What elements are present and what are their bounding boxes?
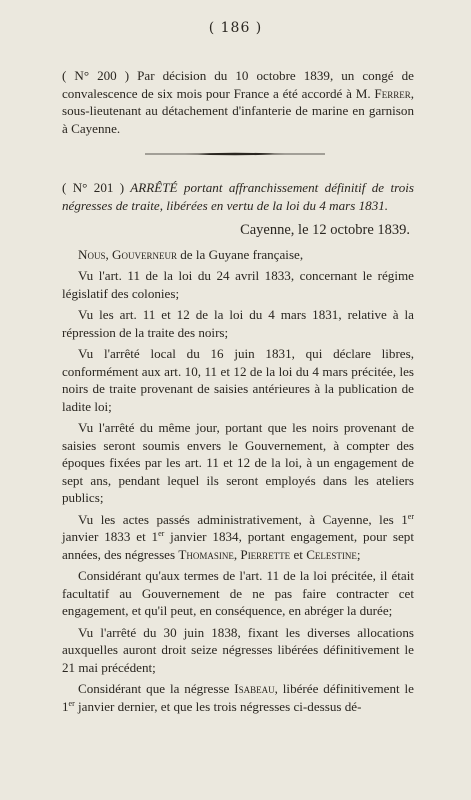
notice-200 xyxy=(62,67,414,141)
notice-201 xyxy=(62,179,414,719)
paragraph-vu-art-11-12: Vu les art. 11 et 12 de la loi du 4 mars 1831, relative à la répression de la traite des noirs; xyxy=(62,307,414,340)
paragraph-arrete-30-juin: Vu l'arrêté du 30 juin 1838, fixant les diverses allocations auxquelles auront droit seize négresses libérées définitivement le 21 mai précédent; xyxy=(62,624,414,675)
date-line: Cayenne, le 12 octobre 1839. xyxy=(240,222,410,238)
opening-line: Nous, Gouverneur de la Guyane française, xyxy=(78,246,304,262)
notice-200-text: ( N° 200 ) Par décision du 10 octobre 1839, un congé de convalescence de six mois pour France a été accordé à M. Ferrer, sous-lieutenant au détachement d'infanterie de marine en garnison à Cayenne. xyxy=(62,68,414,136)
notice-200-number: ( N° 200 ) xyxy=(62,68,130,83)
paragraph-considerant: Considérant qu'aux termes de l'art. 11 de la loi précitée, il était facultatif au Gouvernement de ne pas faire contracter cet engagement, et qu'il peut, en conséquence, en abréger la durée; xyxy=(62,568,414,618)
page-number: ( 186 ) xyxy=(208,20,263,36)
paragraph-isabeau: Considérant que la négresse Isabeau, libérée définitivement le 1er janvier dernier, et que les trois négresses ci-dessus dé- xyxy=(62,681,414,714)
paragraph-arrete-local: Vu l'arrêté local du 16 juin 1831, qui déclare libres, conformément aux art. 10, 11 et 12 de la loi du 4 mars précitée, les noirs de traite provenant de saisies antérieures à la publication de ladite loi; xyxy=(62,346,414,414)
paragraph-actes: Vu les actes passés administrativement, à Cayenne, les 1er janvier 1833 et 1er janvier 1834, portant engagement, pour sept années, des négresses Thomasine, Pierrette et Celestine; xyxy=(62,511,414,562)
officer-name: Ferrer xyxy=(374,85,411,101)
paragraph-vu-art-11: Vu l'art. 11 de la loi du 24 avril 1833, concernant le régime législatif des colonies; xyxy=(62,268,414,301)
notice-201-title: ARRÊTÉ portant affranchissement définitif de trois négresses de traite, libérées en vertu de la loi du 4 mars 1831. xyxy=(62,180,414,213)
section-divider xyxy=(145,152,325,155)
notice-201-number: ( N° 201 ) xyxy=(62,180,125,195)
notice-201-heading xyxy=(62,179,414,214)
paragraph-arrete-meme-jour: Vu l'arrêté du même jour, portant que les noirs provenant de saisies seront soumis envers le Gouvernement, à compter des époques fixées par les art. 11 et 12 de la loi, à un engagement de sept ans, pendant lequel ils seront employés dans les ateliers publics; xyxy=(62,420,414,505)
